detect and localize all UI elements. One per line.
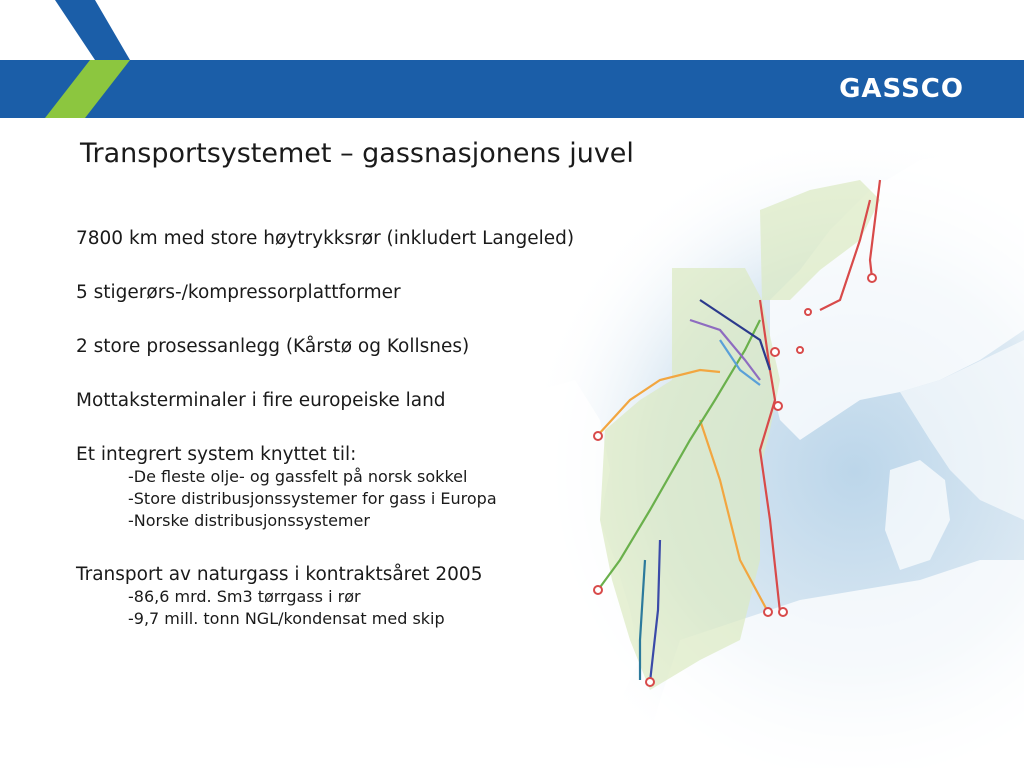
integrated-sub-fields: -De fleste olje- og gassfelt på norsk sokkel [128, 467, 468, 486]
bullet-terminals: Mottaksterminaler i fire europeiske land [76, 390, 446, 411]
integrated-sub-norway: -Norske distribusjonssystemer [128, 511, 370, 530]
transport-sub-ngl: -9,7 mill. tonn NGL/kondensat med skip [128, 609, 445, 628]
bullet-pipelines: 7800 km med store høytrykksrør (inkludert Langeled) [76, 228, 575, 249]
transport-sub-dry-gas: -86,6 mrd. Sm3 tørrgass i rør [128, 587, 361, 606]
chevron-logo-icon [0, 0, 140, 120]
integrated-sub-europe: -Store distribusjonssystemer for gass i Europa [128, 489, 497, 508]
transport-heading: Transport av naturgass i kontraktsåret 2005 [76, 564, 483, 585]
brand-logo: GASSCO [839, 74, 964, 104]
bullet-platforms: 5 stigerørs-/kompressorplattformer [76, 282, 401, 303]
slide-content [76, 228, 574, 630]
bullet-processing: 2 store prosessanlegg (Kårstø og Kollsnes) [76, 336, 470, 357]
integrated-heading: Et integrert system knyttet til: [76, 444, 357, 465]
slide-title: Transportsystemet – gassnasjonens juvel [80, 138, 634, 169]
